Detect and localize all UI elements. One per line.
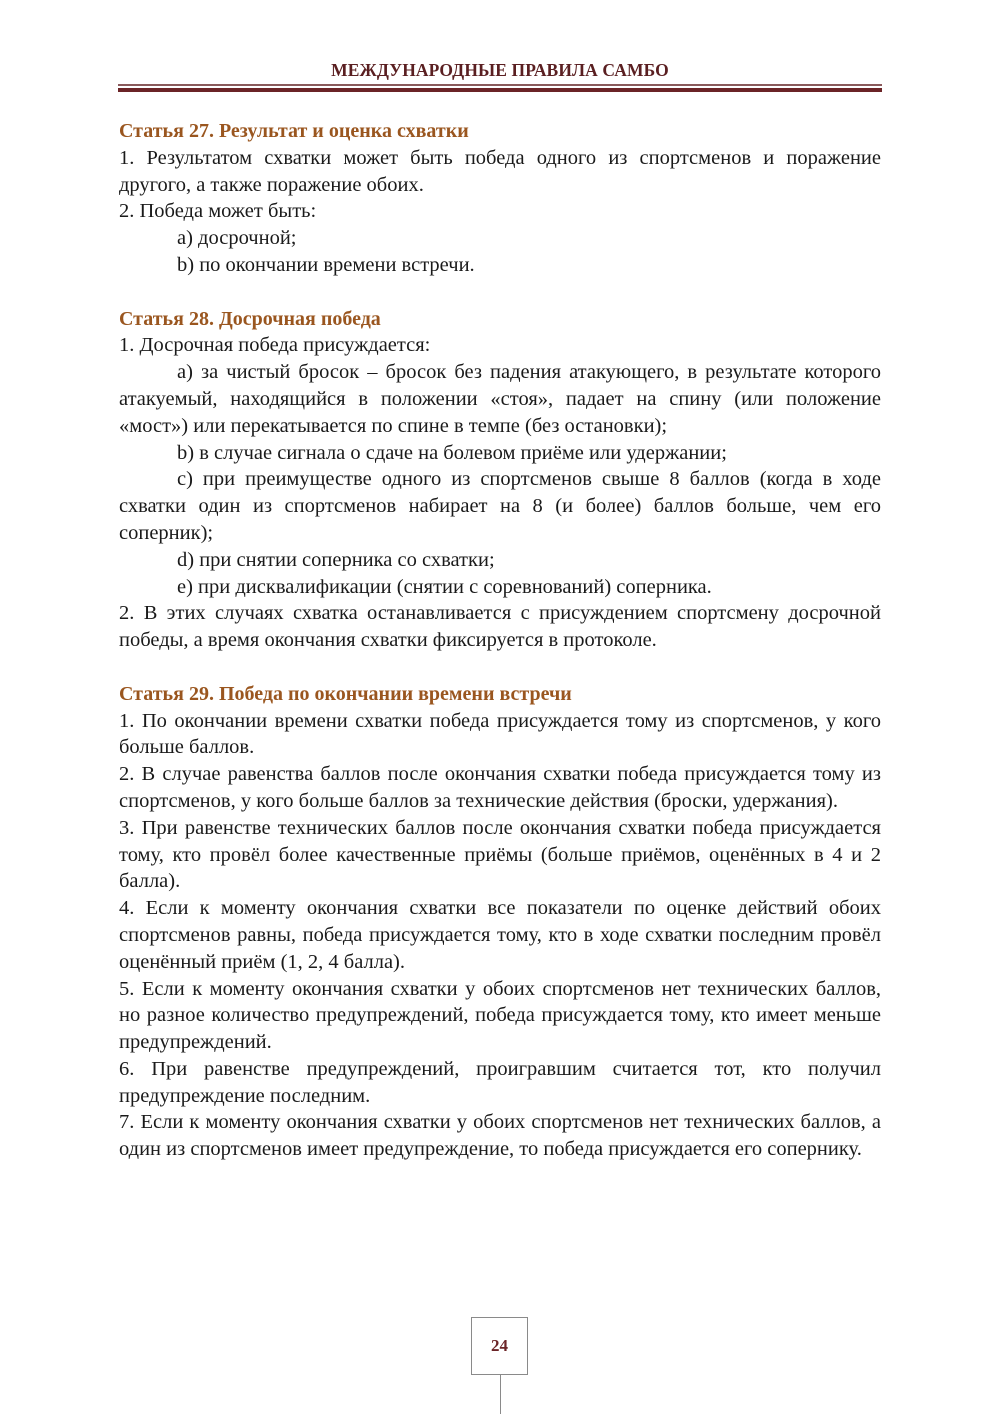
article-28: [119, 306, 881, 654]
article-paragraph: 2. В этих случаях схватка останавливается с присуждением спортсмену досрочной победы, а время окончания схватки фиксируется в протоколе.: [119, 602, 881, 652]
running-header-title: МЕЖДУНАРОДНЫЕ ПРАВИЛА САМБО: [331, 60, 669, 80]
header-rule-thick: [118, 88, 882, 92]
article-subitem: a) досрочной;: [177, 227, 297, 250]
article-subitem: c) при преимуществе одного из спортсменов свыше 8 баллов (когда в ходе схватки один из спортсменов набирает на 8 (и более) баллов больше, чем его соперник);: [119, 468, 881, 544]
article-subitem: d) при снятии соперника со схватки;: [177, 548, 495, 571]
page-number-box: [471, 1317, 528, 1375]
article-paragraph: 2. Победа может быть:: [119, 200, 317, 223]
page-number: 24: [491, 1336, 508, 1355]
article-subitem: b) в случае сигнала о сдаче на болевом приёме или удержании;: [177, 441, 727, 464]
page-content: [119, 118, 881, 1163]
article-paragraph: 1. Досрочная победа присуждается:: [119, 334, 431, 357]
article-paragraph: 1. Результатом схватки может быть победа одного из спортсменов и поражение другого, а также поражение обоих.: [119, 146, 881, 196]
article-paragraph: 4. Если к моменту окончания схватки все показатели по оценке действий обоих спортсменов равны, победа присуждается тому, кто в ходе схватки последним провёл оценённый приём (1, 2, 4 балла).: [119, 897, 881, 973]
article-27: [119, 118, 881, 279]
article-subitem: b) по окончании времени встречи.: [177, 253, 475, 276]
article-paragraph: 1. По окончании времени схватки победа присуждается тому из спортсменов, у кого больше баллов.: [119, 709, 881, 759]
header-rule-thin: [118, 84, 882, 86]
article-subitem: e) при дисквалификации (снятии с соревнований) соперника.: [177, 575, 712, 598]
article-paragraph: 6. При равенстве предупреждений, проигравшим считается тот, кто получил предупреждение последним.: [119, 1057, 881, 1107]
article-paragraph: 7. Если к моменту окончания схватки у обоих спортсменов нет технических баллов, а один из спортсменов имеет предупреждение, то победа присуждается его сопернику.: [119, 1111, 881, 1161]
article-29: [119, 681, 881, 1163]
article-paragraph: 5. Если к моменту окончания схватки у обоих спортсменов нет технических баллов, но разное количество предупреждений, победа присуждается тому, кто имеет меньше предупреждений.: [119, 977, 881, 1054]
page-number-stem: [500, 1375, 501, 1414]
article-paragraph: 3. При равенстве технических баллов после окончания схватки победа присуждается тому, кто провёл более качественные приёмы (больше приёмов, оценённых в 4 и 2 балла).: [119, 816, 881, 893]
article-title: Статья 28. Досрочная победа: [119, 307, 381, 330]
article-paragraph: 2. В случае равенства баллов после окончания схватки победа присуждается тому из спортсменов, у кого больше баллов за технические действия (броски, удержания).: [119, 763, 881, 812]
article-title: Статья 29. Победа по окончании времени встречи: [119, 682, 572, 705]
article-title: Статья 27. Результат и оценка схватки: [119, 120, 469, 142]
article-subitem: a) за чистый бросок – бросок без падения атакующего, в результате которого атакуемый, находящийся в положении «стоя», падает на спину (или положение «мост») или перекатывается по спине в темпе (без остановки);: [119, 361, 881, 437]
